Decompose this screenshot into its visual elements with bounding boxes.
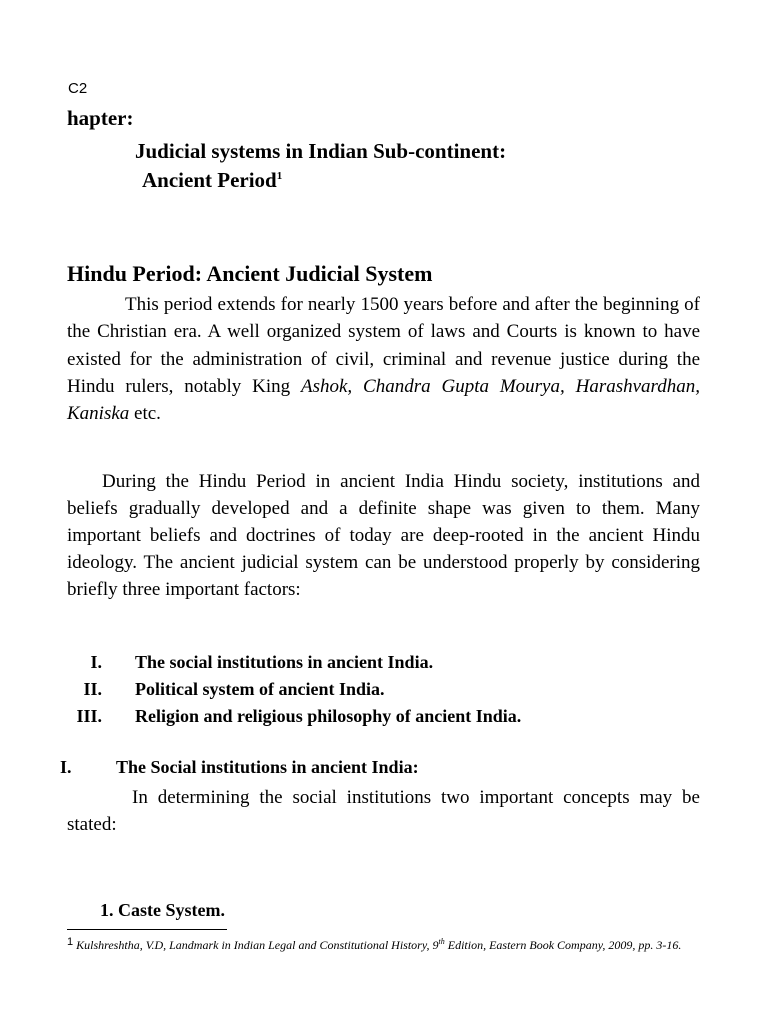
chapter-title-text: Ancient Period (142, 168, 277, 192)
list-item (60, 649, 434, 676)
list-item-text: Religion and religious philosophy of ancient India. (135, 706, 522, 726)
list-item (60, 676, 385, 703)
factors-list (60, 649, 522, 730)
footnote-ordinal: th (438, 937, 445, 946)
paragraph-hindu-society: During the Hindu Period in ancient India Hindu society, institutions and beliefs gradually developed and a definite shape was given to them. Many important beliefs and doctrines of today are deep-rooted in the ancient Hindu ideology. The ancient judicial system can be understood properly by considering briefly three important factors: (67, 471, 700, 601)
paragraph-tail: etc. (129, 403, 161, 425)
footnote-divider (67, 929, 227, 930)
chapter-title-line2 (142, 168, 282, 193)
chapter-title-line1: Judicial systems in Indian Sub-continent: (135, 139, 507, 163)
paragraph-hindu-period (67, 291, 700, 427)
list-item-number: II. (83, 679, 102, 699)
list-item-text: The social institutions in ancient India. (135, 652, 434, 672)
footnote-text-end: Edition, Eastern Book Company, 2009, pp. 3-16. (444, 938, 682, 952)
subsection-number: I. (60, 757, 72, 777)
paragraph-social-institutions: In determining the social institutions two important concepts may be stated: (67, 787, 700, 836)
paragraph-text: This period extends for nearly 1500 years before and after the beginning of the Christian era. A well organized system of laws and Courts is known to have existed for the administration of civil, criminal and revenue justice during the Hindu rulers, notably King (67, 294, 700, 397)
caste-system-heading: 1. Caste System. (100, 900, 225, 920)
subsection-title: The Social institutions in ancient India: (116, 757, 419, 777)
chapter-marker: C2 (68, 80, 88, 97)
chapter-label: hapter: (67, 106, 134, 130)
list-item-number: I. (90, 652, 102, 672)
footnote (67, 934, 687, 953)
list-item-number: III. (76, 706, 102, 726)
footnote-text: Kulshreshtha, V.D, Landmark in Indian Legal and Constitutional History, 9 (76, 938, 439, 952)
subsection-heading (60, 757, 419, 778)
list-item-text: Political system of ancient India. (135, 679, 385, 699)
footnote-reference: 1 (276, 170, 283, 182)
ruler-names: Ashok, Chandra Gupta Mourya, Harashvardhan, Kaniska (67, 375, 700, 425)
footnote-number: 1 (67, 936, 74, 948)
section-heading: Hindu Period: Ancient Judicial System (67, 261, 433, 286)
list-item (60, 703, 522, 730)
